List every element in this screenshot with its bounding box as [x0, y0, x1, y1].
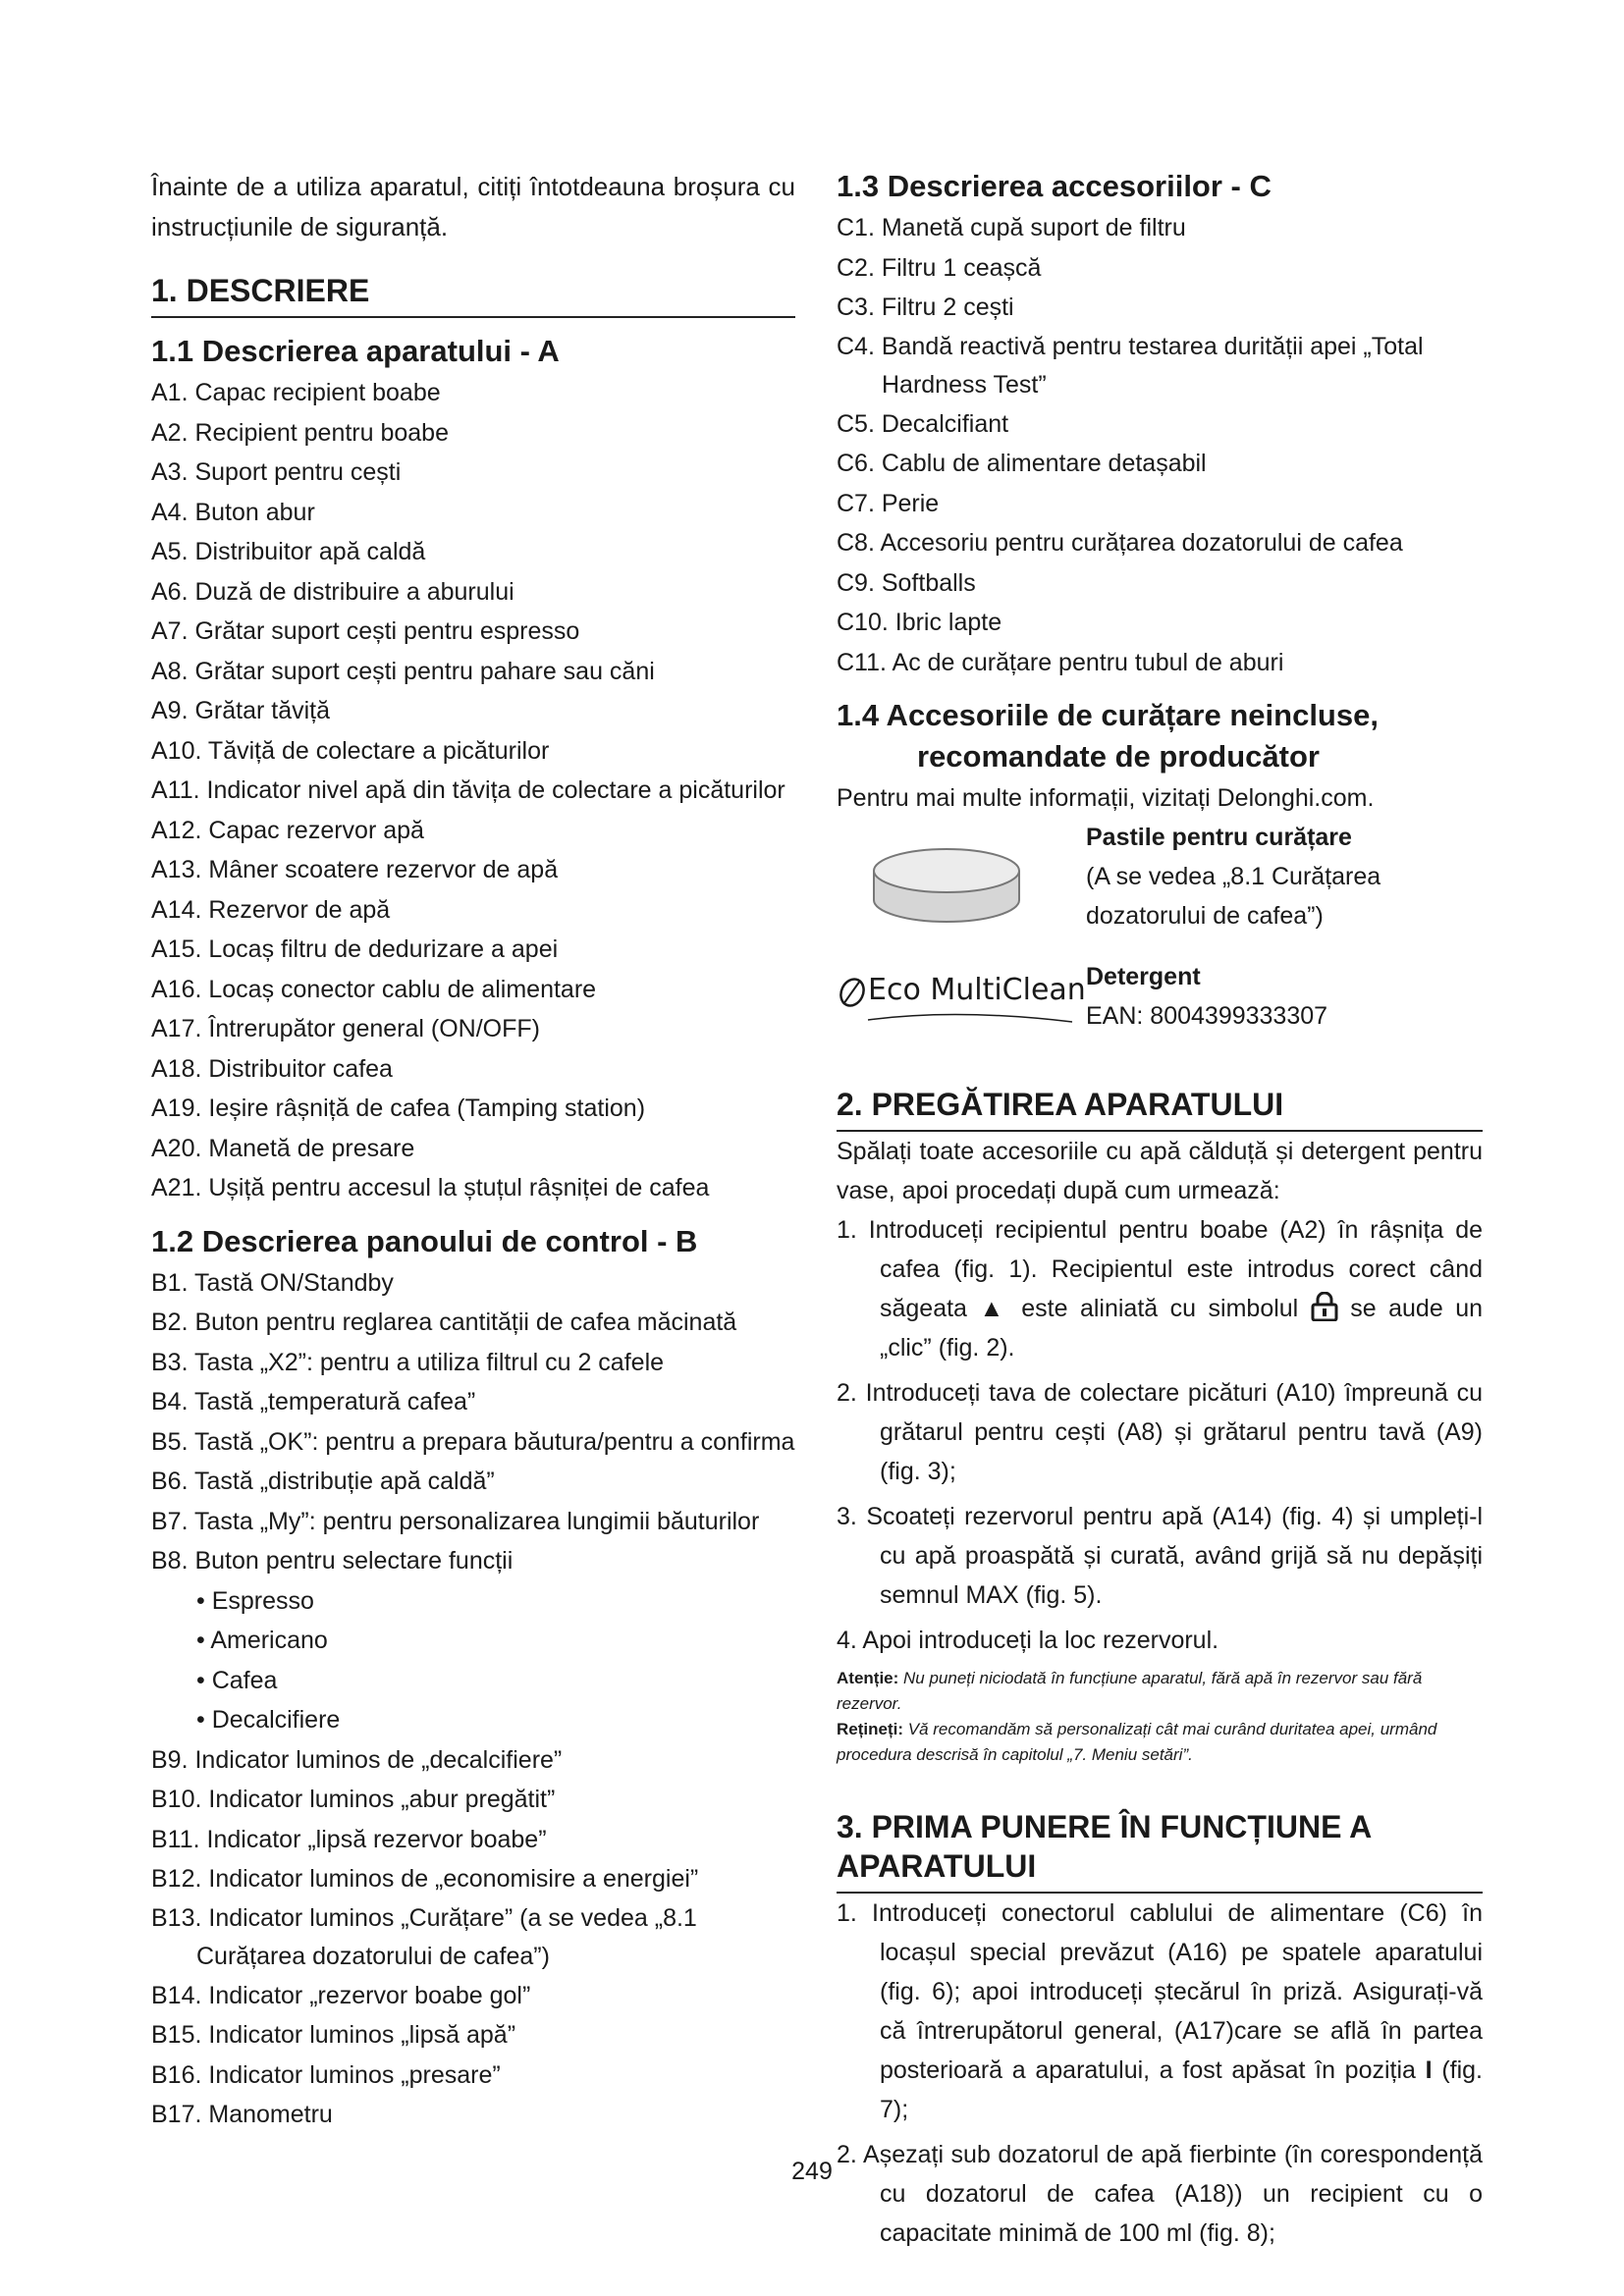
- control-panel-list: [151, 1263, 795, 1581]
- list-item: A11. Indicator nivel apă din tăvița de colectare a picăturilor: [151, 776, 785, 804]
- section1-3-title: 1.3 Descrierea accesoriilor - C: [837, 169, 1272, 203]
- detergent-title: Detergent: [1086, 963, 1201, 990]
- function-item: • Americano: [196, 1621, 795, 1661]
- list-item: A2. Recipient pentru boabe: [151, 418, 449, 447]
- list-item: C3. Filtru 2 cești: [837, 294, 1014, 321]
- list-item: B10. Indicator luminos „abur pregătit”: [151, 1786, 556, 1813]
- list-item: A13. Mâner scoatere rezervor de apă: [151, 856, 559, 883]
- function-sublist: [151, 1581, 795, 1740]
- list-item: A7. Grătar suport cești pentru espresso: [151, 617, 580, 645]
- list-item: B6. Tastă „distribuție apă caldă”: [151, 1468, 495, 1495]
- list-item: B3. Tasta „X2”: pentru a utiliza filtrul cu 2 cafele: [151, 1348, 665, 1376]
- list-item: A14. Rezervor de apă: [151, 895, 391, 924]
- list-item: A20. Manetă de presare: [151, 1134, 415, 1162]
- list-item: B14. Indicator „rezervor boabe gol”: [151, 1981, 531, 2009]
- section1-4-title-line1: 1.4 Accesoriile de curățare neincluse,: [837, 698, 1379, 732]
- section1-4-title-line2: recomandate de producător: [917, 739, 1320, 774]
- function-item: • Espresso: [196, 1581, 795, 1622]
- list-item: B12. Indicator luminos de „economisire a energiei”: [151, 1865, 699, 1893]
- section1-1-title: 1.1 Descrierea aparatului - A: [151, 334, 560, 368]
- list-item: A5. Distribuitor apă caldă: [151, 538, 426, 565]
- warning-note: Atenție: Nu puneți niciodată în funcțiune aparatul, fără apă în rezervor sau fără rezervor.: [837, 1669, 1423, 1713]
- step-item: 4. Apoi introduceți la loc rezervorul.: [837, 1627, 1219, 1654]
- list-item: B11. Indicator „lipsă rezervor boabe”: [151, 1825, 547, 1853]
- list-item: C6. Cablu de alimentare detașabil: [837, 450, 1207, 477]
- page-number: 249: [791, 2158, 833, 2185]
- accessories-list: [837, 208, 1483, 682]
- tablet-title: Pastile pentru curățare: [1086, 824, 1352, 851]
- indicator-list: [151, 1740, 795, 2135]
- remember-note: Rețineți: Vă recomandăm să personalizați cât mai curând duritatea apei, urmând procedura descrisă în capitolul „7. Meniu setări”.: [837, 1720, 1437, 1764]
- list-item: B5. Tastă „OK”: pentru a prepara băutura/pentru a confirma: [151, 1427, 795, 1456]
- list-item: C8. Accesoriu pentru curățarea dozatorului de cafea: [837, 529, 1403, 557]
- list-item: B15. Indicator luminos „lipsă apă”: [151, 2021, 516, 2049]
- preparation-steps: [837, 1210, 1483, 1660]
- list-item: B4. Tastă „temperatură cafea”: [151, 1388, 476, 1415]
- right-column: [837, 167, 1483, 2259]
- step-item: 2. Așezați sub dozatorul de apă fierbinte (în corespondență cu dozatorul de cafea (A18)) un recipient cu o capacitate minimă de 100 ml (fig. 8);: [837, 2141, 1483, 2247]
- list-item: B13. Indicator luminos „Curățare” (a se vedea „8.1 Curățarea dozatorului de cafea”): [151, 1903, 697, 1970]
- detergent-row: [837, 957, 1483, 1043]
- list-item: A6. Duză de distribuire a aburului: [151, 577, 514, 606]
- list-item: A4. Buton abur: [151, 498, 315, 526]
- cleaning-tablet-icon: [868, 845, 1025, 930]
- list-item: B1. Tastă ON/Standby: [151, 1268, 394, 1297]
- list-item: A17. Întrerupător general (ON/OFF): [151, 1015, 540, 1042]
- function-item: • Cafea: [196, 1661, 795, 1701]
- eco-brand-text: Eco MultiClean: [868, 973, 1086, 1007]
- list-item: B17. Manometru: [151, 2101, 333, 2128]
- list-item: C1. Manetă cupă suport de filtru: [837, 214, 1186, 241]
- list-item: C9. Softballs: [837, 568, 976, 597]
- lock-icon: [1311, 1292, 1338, 1321]
- list-item: C10. Ibric lapte: [837, 609, 1002, 636]
- list-item: A19. Ieșire râșniță de cafea (Tamping station): [151, 1095, 646, 1122]
- step-item: 1. Introduceți conectorul cablului de alimentare (C6) în locașul special prevăzut (A16) pe spatele aparatului (fig. 6); apoi introduceți ștecărul în priză. Asigurați-vă că întrerupătorul general, (A17)care se află în partea posterioară a aparatului, a fost apăsat în poziția I (fig. 7);: [837, 1899, 1483, 2123]
- list-item: A10. Tăviță de colectare a picăturilor: [151, 736, 550, 765]
- more-info-text: Pentru mai multe informații, vizitați Delonghi.com.: [837, 784, 1375, 812]
- first-use-steps: [837, 1894, 1483, 2253]
- appliance-parts-list: [151, 373, 795, 1208]
- triangle-up-icon: ▲: [979, 1295, 1009, 1322]
- list-item: A12. Capac rezervor apă: [151, 816, 424, 844]
- list-item: A1. Capac recipient boabe: [151, 379, 441, 406]
- list-item: A16. Locaș conector cablu de alimentare: [151, 975, 597, 1003]
- cleaning-tablets-row: [837, 818, 1483, 947]
- detergent-ean: EAN: 8004399333307: [1086, 1002, 1328, 1030]
- section3-title: 3. PRIMA PUNERE ÎN FUNCȚIUNE A APARATULUI: [837, 1807, 1483, 1894]
- function-item: • Decalcifiere: [196, 1700, 795, 1740]
- step-item: 3. Scoateți rezervorul pentru apă (A14) (fig. 4) și umpleți-l cu apă proaspătă și curată, având grijă să nu depășiți semnul MAX (fig. 5).: [837, 1503, 1483, 1609]
- list-item: C11. Ac de curățare pentru tubul de aburi: [837, 648, 1284, 676]
- section1-2-title: 1.2 Descrierea panoului de control - B: [151, 1223, 698, 1258]
- section2: [837, 1085, 1483, 1768]
- list-item: B16. Indicator luminos „presare”: [151, 2060, 501, 2089]
- list-item: C7. Perie: [837, 489, 940, 517]
- list-item: B8. Buton pentru selectare funcții: [151, 1547, 514, 1575]
- tablet-description: (A se vedea „8.1 Curățarea dozatorului de cafea”): [1086, 863, 1381, 930]
- section2-intro: Spălați toate accesoriile cu apă călduță și detergent pentru vase, apoi procedați după cum urmează:: [837, 1138, 1483, 1204]
- list-item: A3. Suport pentru cești: [151, 458, 402, 486]
- eco-multiclean-logo: [839, 965, 1086, 1024]
- list-item: B9. Indicator luminos de „decalcifiere”: [151, 1745, 563, 1774]
- list-item: A15. Locaș filtru de dedurizare a apei: [151, 935, 559, 963]
- list-item: C2. Filtru 1 ceașcă: [837, 253, 1042, 282]
- list-item: C5. Decalcifiant: [837, 409, 1009, 438]
- list-item: C4. Bandă reactivă pentru testarea durității apei „Total Hardness Test”: [837, 332, 1424, 399]
- list-item: A9. Grătar tăviță: [151, 697, 331, 724]
- list-item: A8. Grătar suport cești pentru pahare sau căni: [151, 657, 655, 685]
- left-column: [151, 167, 795, 2135]
- list-item: A18. Distribuitor cafea: [151, 1054, 393, 1083]
- list-item: B2. Buton pentru reglarea cantității de cafea măcinată: [151, 1308, 737, 1336]
- step-item: 2. Introduceți tava de colectare picături (A10) împreună cu grătarul pentru cești (A8) și grătarul pentru tavă (A9) (fig. 3);: [837, 1379, 1483, 1485]
- list-item: A21. Ușiță pentru accesul la ștuțul râșniței de cafea: [151, 1174, 710, 1201]
- intro-text: Înainte de a utiliza aparatul, citiți întotdeauna broșura cu instrucțiunile de siguranță.: [151, 172, 795, 241]
- section1-title: 1. DESCRIERE: [151, 271, 795, 318]
- step-item: 1. Introduceți recipientul pentru boabe (A2) în râșnița de cafea (fig. 1). Recipientul este introdus corect când săgeata ▲ este aliniată cu simbolul se aude un „clic” (fig. 2).: [837, 1216, 1484, 1362]
- section2-title: 2. PREGĂTIREA APARATULUI: [837, 1085, 1483, 1132]
- list-item: B7. Tasta „My”: pentru personalizarea lungimii băuturilor: [151, 1507, 760, 1535]
